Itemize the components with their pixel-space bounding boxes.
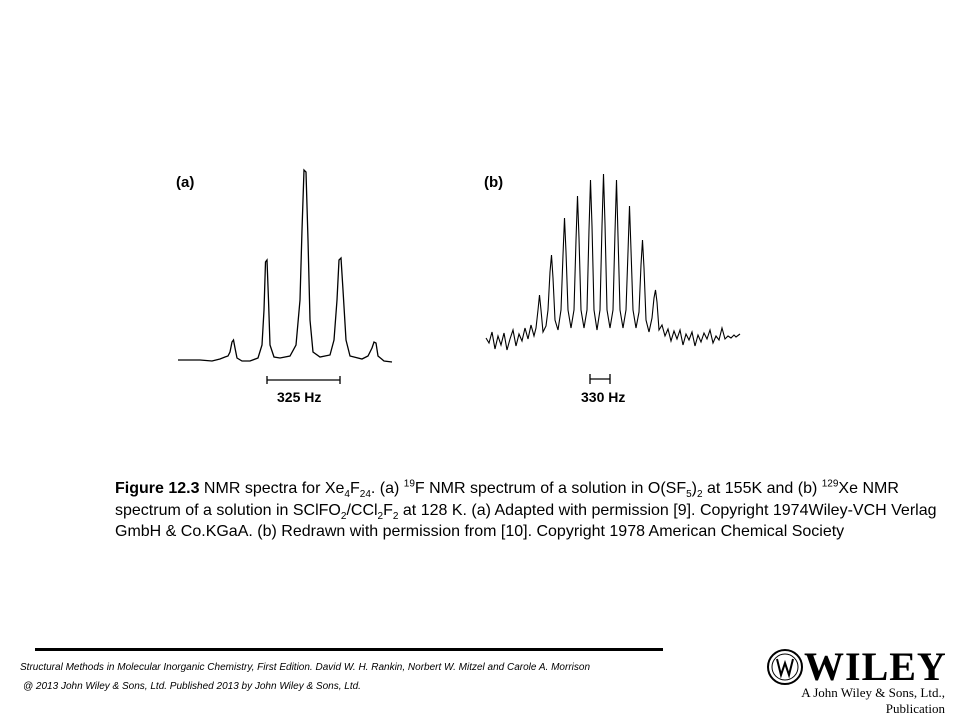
caption-text: at 128 K. (a) Adapted with permission [9]. Copyright 1974Wiley-VCH Verlag GmbH & Co.KGaA. (b) Redrawn with permission from [10]. Copyright 1978 American Chemical Society [115,501,937,540]
spectrum-b [478,160,748,410]
caption-text: ) [691,480,697,497]
panel-b-label: (b) [484,174,504,191]
footer-line-2: @ 2013 John Wiley & Sons, Ltd. Published 2013 by John Wiley & Sons, Ltd. [23,681,361,692]
caption-text: at 155K and (b) [702,480,822,497]
wiley-wordmark: WILEY [804,644,947,689]
caption-subscript: 5 [686,489,692,501]
caption-text: /CCl [346,501,378,519]
caption-subscript: 2 [696,489,703,501]
caption-text: Xe NMR spectrum of a solution in SClFO [115,480,899,519]
scale-bar-a [267,376,340,384]
footer-divider [35,648,663,651]
scale-bar-b [590,374,610,384]
caption-subscript: 2 [392,510,399,522]
caption-subscript: 24 [359,489,371,501]
caption-subscript: 4 [344,489,350,501]
caption-superscript: 129 [821,478,839,490]
caption-text: NMR spectra for Xe [199,480,345,497]
footer-line-1: Structural Methods in Molecular Inorganic Chemistry, First Edition. David W. H. Rankin, Norbert W. Mitzel and Carole A. Morrison [20,662,590,673]
caption-superscript: 19 [403,478,415,490]
wiley-logo [760,644,950,716]
spectrum-a-trace [178,170,392,362]
wiley-tagline: A John Wiley & Sons, Ltd., Publication [801,685,945,716]
caption-subscript: 2 [377,510,384,522]
figure-caption [115,478,945,543]
scale-label-b: 330 Hz [581,389,626,405]
caption-text: F [349,480,360,497]
panel-a-label: (a) [176,174,195,191]
wiley-emblem-icon [766,648,804,686]
caption-text: F [383,501,393,519]
scale-label-a: 325 Hz [277,389,322,405]
footer-citation [20,658,590,696]
caption-subscript: 2 [340,510,347,522]
spectrum-a [170,160,400,410]
spectrum-b-trace [486,174,740,350]
caption-text: F NMR spectrum of a solution in O(SF [414,480,687,497]
caption-text: . (a) [370,480,404,497]
figure-number: Figure 12.3 [115,480,200,497]
